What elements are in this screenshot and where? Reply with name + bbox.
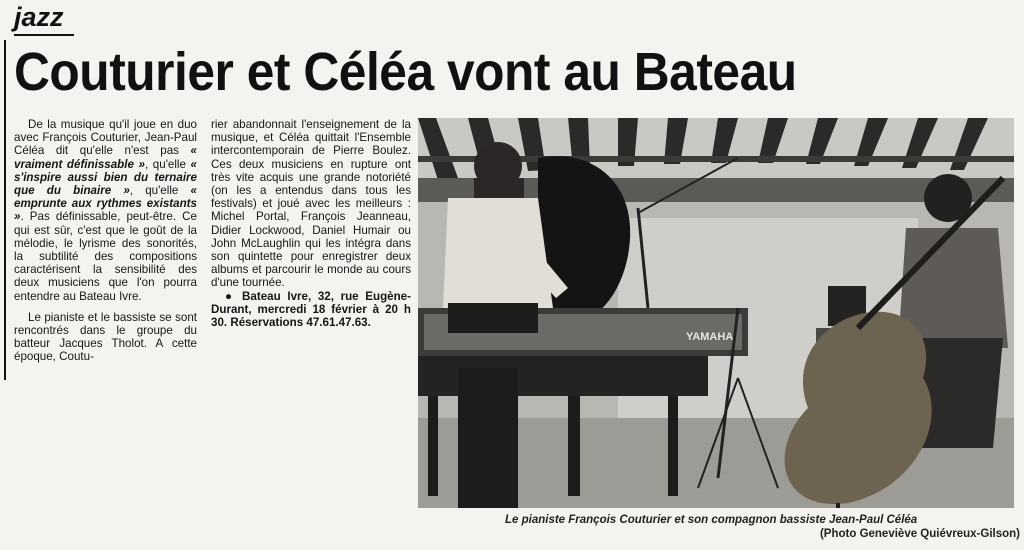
quote-run: « emprunte aux rythmes existants » — [14, 184, 197, 224]
article-column-2 — [211, 118, 411, 329]
photo-credit: (Photo Geneviève Quiévreux-Gilson) — [819, 528, 1020, 540]
rubric-label: jazz — [14, 2, 64, 32]
article-column-1 — [14, 118, 197, 364]
quote-run: « vraiment définissable » — [14, 144, 197, 171]
piano-brand: YAMAHA — [686, 331, 734, 343]
paragraph-career: rier abandonnait l'enseignement de la musique, et Céléa quittait l'Ensemble intercontemporain de Pierre Boulez. Ces deux musiciens en rupture ont très vite acquis une grande notoriété (on les a entendus dans tous les festivals) et joué avec les meilleurs : Michel Portal, François Jeanneau, Didier Lockwood, Daniel Humair ou John McLaughlin qui les intégra dans son quintette pour enregistrer deux albums et parcourir le monde au cours d'une tournée. — [211, 118, 411, 290]
text-run: . Pas définissable, peut-être. Ce qui est sûr, c'est que le goût de la mélodie, le lyrisme des sonorités, la subtilité des compositions caractérisent la sensibilité des deux musiciens que l'on pourra entendre au Bateau Ivre. — [14, 210, 197, 303]
text-run: , qu'elle — [129, 184, 191, 198]
headline: Couturier et Céléa vont au Bateau — [14, 42, 797, 102]
concert-photo — [418, 118, 1014, 508]
text-run: De la musique qu'il joue en duo avec François Couturier, Jean-Paul Céléa dit qu'elle n'est pas — [14, 118, 197, 158]
quote-run: « s'inspire aussi bien du ternaire que du binaire » — [14, 157, 197, 198]
photo-caption: Le pianiste François Couturier et son compagnon bassiste Jean-Paul Céléa — [505, 514, 918, 526]
concert-info: ● Bateau Ivre, 32, rue Eugène-Durant, mercredi 18 février à 20 h 30. Réservations 47.61.47.63. — [211, 289, 411, 330]
paragraph-meeting: Le pianiste et le bassiste se sont rencontrés dans le groupe du batteur Jacques Tholot. A cette époque, Coutu- — [14, 310, 197, 364]
left-column-rule — [4, 40, 6, 380]
paragraph-intro — [14, 118, 197, 303]
rubric-underline — [14, 34, 74, 36]
text-run: , qu'elle — [144, 157, 191, 171]
